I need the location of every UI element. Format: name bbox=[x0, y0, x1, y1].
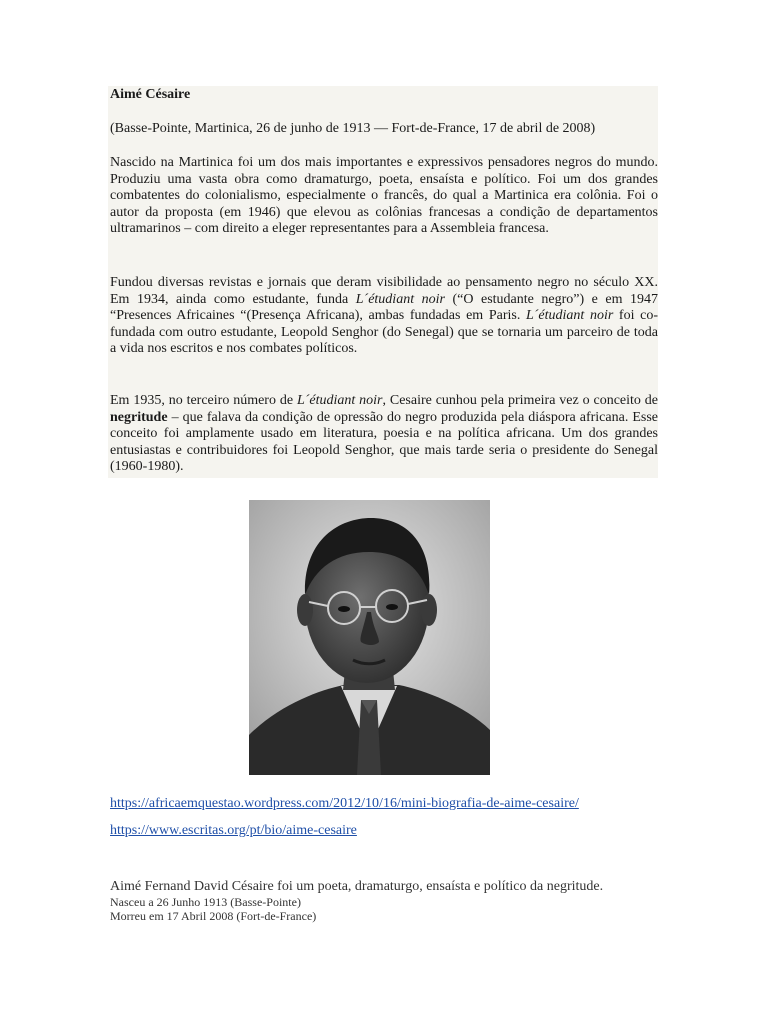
p2-text-a: Fundou diversas revistas e jornais que deram visibilidade ao pensamento negro no século XX. Em 1934, ainda como estudante, funda bbox=[110, 275, 658, 307]
p3-text-b: , Cesaire cunhou pela primeira vez o conceito de bbox=[382, 393, 658, 408]
death-line: Morreu em 17 Abril 2008 (Fort-de-France) bbox=[110, 909, 317, 923]
bio-paragraph-2 bbox=[110, 275, 658, 358]
p2-text-b: (“O estudante negro”) e em 1947 “Presences Africaines “(Presença Africana), ambas fundadas em Paris. bbox=[110, 291, 659, 324]
bio-dates: (Basse-Pointe, Martinica, 26 de junho de 1913 — Fort-de-France, 17 de abril de 2008) bbox=[110, 121, 596, 136]
bio-title: Aimé Césaire bbox=[110, 87, 191, 102]
bio-paragraph-1: Nascido na Martinica foi um dos mais importantes e expressivos pensadores negros do mundo. Produziu uma vasta obra como dramaturgo, poeta, ensaísta e político. Foi um dos grandes combatentes do colonialismo, especialmente o francês, do qual a Martinica era colônia. Foi o autor da proposta (em 1946) que elevou as colônias francesas a condição de departamentos ultramarinos – com direito a eleger representantes para a Assembleia francesa. bbox=[110, 155, 658, 237]
p3-text-a: Em 1935, no terceiro número de bbox=[110, 393, 297, 408]
p2-journal-title-1: L´étudiant noir bbox=[355, 291, 445, 307]
source-link-africaemquestao[interactable]: https://africaemquestao.wordpress.com/2012/10/16/mini-biografia-de-aime-cesaire/ bbox=[110, 796, 579, 811]
p2-journal-title-2: L´étudiant noir bbox=[525, 308, 614, 324]
portrait-photo bbox=[249, 500, 490, 775]
p3-negritude-term: negritude bbox=[110, 409, 168, 425]
birth-line: Nasceu a 26 Junho 1913 (Basse-Pointe) bbox=[110, 895, 301, 909]
source-link-escritas[interactable]: https://www.escritas.org/pt/bio/aime-cesaire bbox=[110, 823, 357, 838]
bio-paragraph-3 bbox=[110, 393, 658, 476]
p2-text-c: foi co-fundada com outro estudante, Leopold Senghor (do Senegal) que se tornaria um parceiro de toda a vida nos escritos e nos combates políticos. bbox=[110, 308, 658, 357]
p3-journal-title: L´étudiant noir bbox=[296, 393, 383, 408]
summary-caption: Aimé Fernand David Césaire foi um poeta, dramaturgo, ensaísta e político da negritude. bbox=[110, 879, 604, 894]
p3-text-c: – que falava da condição de opressão do negro produzida pela diáspora africana. Esse conceito foi amplamente usado em literatura, poesia e na política africana. Um dos grandes entusiastas e contribuidores foi Leopold Senghor, que mais tarde seria o presidente do Senegal (1960-1980). bbox=[110, 409, 658, 475]
